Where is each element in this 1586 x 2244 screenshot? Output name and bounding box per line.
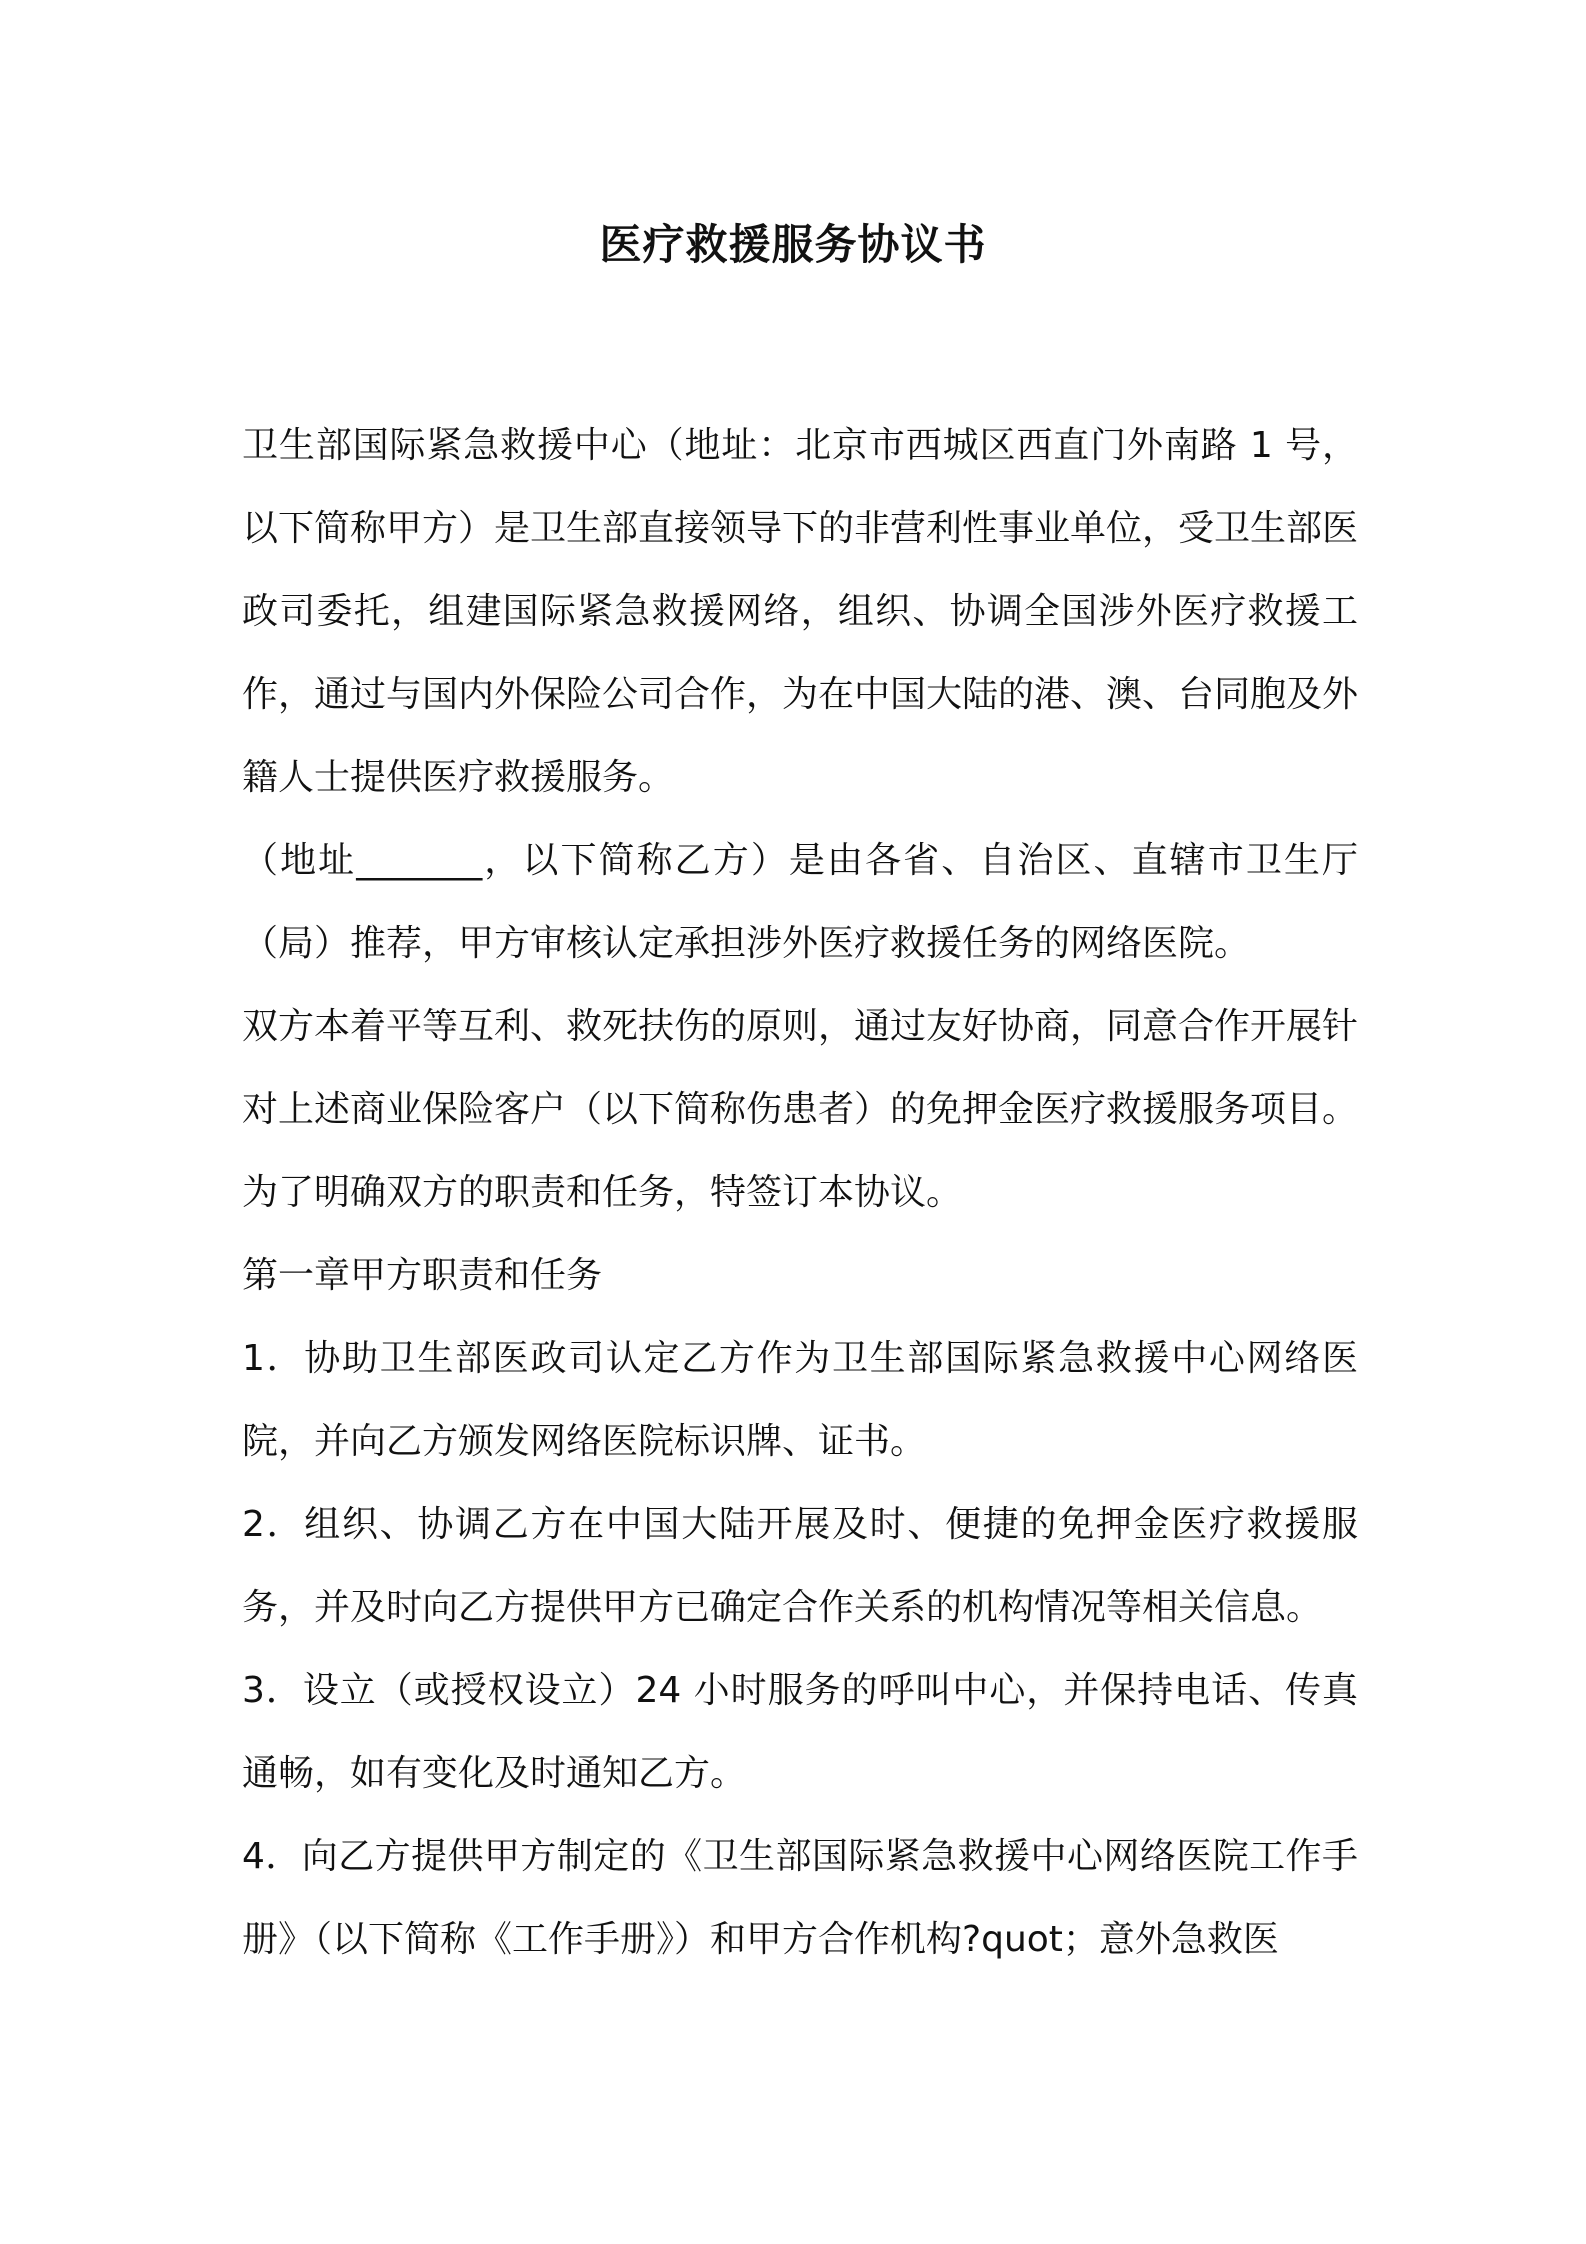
paragraph-intro-party-a: 卫生部国际紧急救援中心（地址：北京市西城区西直门外南路 1 号，以下简称甲方）是卫生部直接领导下的非营利性事业单位，受卫生部医政司委托，组建国际紧急救援网络，组织、协调全国涉外医疗救援工作，通过与国内外保险公司合作，为在中国大陆的港、澳、台同胞及外籍人士提供医疗救援服务。 [242,425,1359,798]
clause-2: 2．组织、协调乙方在中国大陆开展及时、便捷的免押金医疗救援服务，并及时向乙方提供甲方已确定合作关系的机构情况等相关信息。 [242,1504,1358,1628]
chapter-heading: 第一章甲方职责和任务 [242,1255,603,1296]
paragraph-intro-party-b: （地址_______，以下简称乙方）是由各省、自治区、直辖市卫生厅（局）推荐，甲方审核认定承担涉外医疗救援任务的网络医院。 [242,840,1358,964]
paragraph-purpose: 双方本着平等互利、救死扶伤的原则，通过友好协商，同意合作开展针对上述商业保险客户（以下简称伤患者）的免押金医疗救援服务项目。为了明确双方的职责和任务，特签订本协议。 [242,1006,1359,1213]
document-title: 医疗救援服务协议书 [599,220,987,269]
clause-3: 3．设立（或授权设立）24 小时服务的呼叫中心，并保持电话、传真通畅，如有变化及时通知乙方。 [242,1670,1358,1794]
clause-1: 1．协助卫生部医政司认定乙方作为卫生部国际紧急救援中心网络医院，并向乙方颁发网络医院标识牌、证书。 [242,1338,1358,1462]
document-body [242,404,1358,1981]
clause-4: 4．向乙方提供甲方制定的《卫生部国际紧急救援中心网络医院工作手册》（以下简称《工作手册》）和甲方合作机构?quot；意外急救医 [242,1836,1358,1960]
